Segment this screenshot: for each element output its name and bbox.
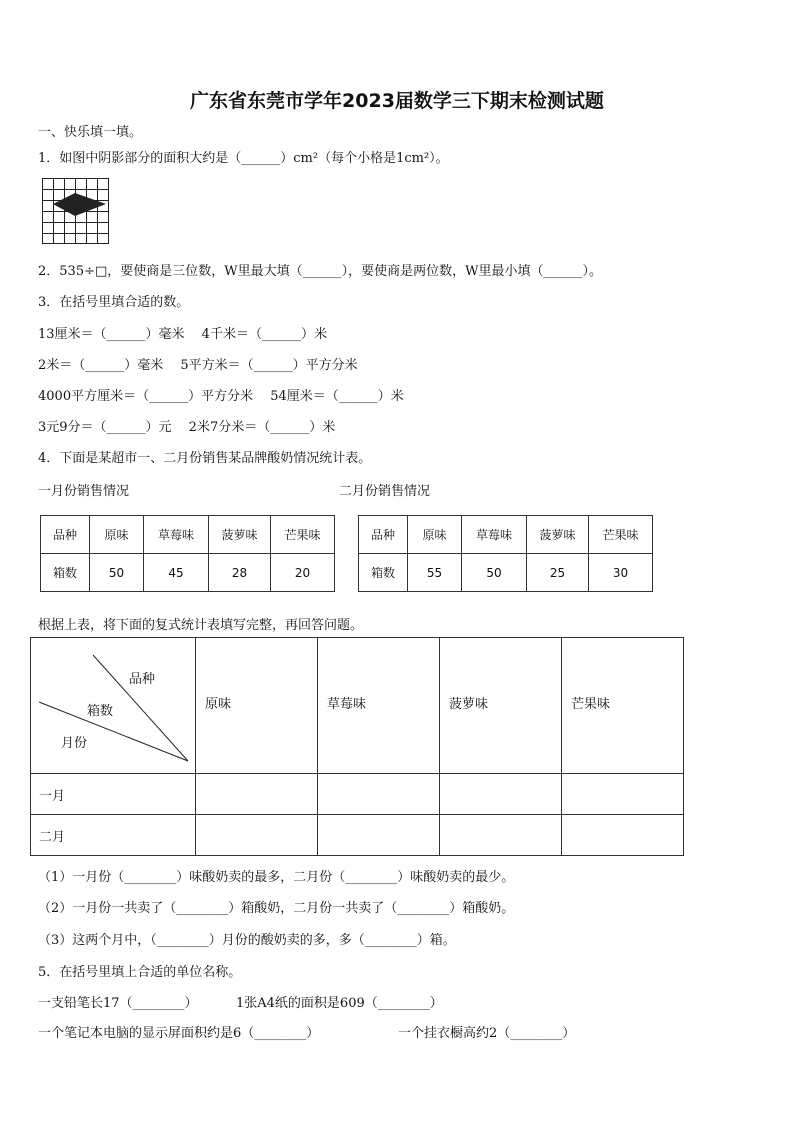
q3-line-3: 4000平方厘米＝（______）平方分米 54厘米＝（______）米 (38, 389, 404, 404)
table-cell: 25 (527, 554, 589, 592)
table-header: 品种 (41, 516, 90, 554)
row-header: 一月 (31, 774, 196, 815)
answer-cell[interactable] (562, 774, 684, 815)
question-1: 1．如图中阴影部分的面积大约是（______）cm²（每个小格是1cm²）。 (38, 151, 449, 166)
answer-cell[interactable] (318, 815, 440, 856)
table-header: 菠萝味 (527, 516, 589, 554)
grid-diamond-image (42, 178, 110, 244)
column-header: 芒果味 (562, 638, 684, 774)
q3-line-1: 13厘米＝（______）毫米 4千米＝（______）米 (38, 327, 327, 342)
table-cell: 50 (462, 554, 527, 592)
row-label: 箱数 (359, 554, 408, 592)
diagonal-header-cell (31, 638, 196, 774)
diag-label-month: 月份 (61, 736, 88, 751)
page-title: 广东省东莞市学年2023届数学三下期末检测试题 (190, 90, 604, 112)
feb-sales-table (358, 515, 653, 592)
table-cell: 55 (408, 554, 462, 592)
table-header: 原味 (408, 516, 462, 554)
table-header: 菠萝味 (209, 516, 271, 554)
table-header: 草莓味 (144, 516, 209, 554)
diag-label-variety: 品种 (129, 672, 156, 687)
section-heading: 一、快乐填一填。 (38, 125, 143, 140)
q4-sub-1: （1）一月份（________）味酸奶卖的最多，二月份（________）味酸奶卖的最少。 (38, 870, 515, 885)
grid-figure (42, 178, 110, 248)
table-cell: 50 (90, 554, 144, 592)
table-cell: 20 (271, 554, 335, 592)
table-cell: 28 (209, 554, 271, 592)
question-2: 2．535÷□，要使商是三位数，W里最大填（______），要使商是两位数，W里最小填（______）。 (38, 264, 602, 279)
row-header: 二月 (31, 815, 196, 856)
diag-label-boxes: 箱数 (87, 704, 114, 719)
jan-sales-table (40, 515, 335, 592)
q4-sub-2: （2）一月份一共卖了（________）箱酸奶，二月份一共卖了（________）箱酸奶。 (38, 901, 515, 916)
table-cell: 45 (144, 554, 209, 592)
column-header: 草莓味 (318, 638, 440, 774)
q4-instruction: 根据上表，将下面的复式统计表填写完整，再回答问题。 (38, 618, 364, 633)
q4-sub-3: （3）这两个月中，（________）月份的酸奶卖的多，多（________）箱。 (38, 933, 456, 948)
answer-cell[interactable] (196, 815, 318, 856)
q3-line-4: 3元9分＝（______）元 2米7分米＝（______）米 (38, 420, 336, 435)
table-header: 芒果味 (271, 516, 335, 554)
row-label: 箱数 (41, 554, 90, 592)
q5-item-3: 一个笔记本电脑的显示屏面积约是6（________） (38, 1026, 320, 1041)
table-header: 品种 (359, 516, 408, 554)
answer-cell[interactable] (440, 774, 562, 815)
q3-line-2: 2米＝（______）毫米 5平方米＝（______）平方分米 (38, 358, 358, 373)
table-header: 原味 (90, 516, 144, 554)
jan-caption: 一月份销售情况 (38, 484, 130, 499)
answer-cell[interactable] (440, 815, 562, 856)
table-cell: 30 (589, 554, 653, 592)
answer-cell[interactable] (196, 774, 318, 815)
column-header: 原味 (196, 638, 318, 774)
compound-stat-table (30, 637, 684, 856)
question-3: 3．在括号里填合适的数。 (38, 295, 190, 310)
q5-item-1: 一支铅笔长17（________） (38, 996, 198, 1011)
answer-cell[interactable] (318, 774, 440, 815)
table-header: 草莓味 (462, 516, 527, 554)
column-header: 菠萝味 (440, 638, 562, 774)
answer-cell[interactable] (562, 815, 684, 856)
question-5: 5．在括号里填上合适的单位名称。 (38, 965, 242, 980)
q5-item-2: 1张A4纸的面积是609（________） (236, 996, 443, 1011)
q5-item-4: 一个挂衣橱高约2（________） (398, 1026, 576, 1041)
feb-caption: 二月份销售情况 (339, 484, 431, 499)
question-4: 4．下面是某超市一、二月份销售某品牌酸奶情况统计表。 (38, 451, 372, 466)
table-header: 芒果味 (589, 516, 653, 554)
